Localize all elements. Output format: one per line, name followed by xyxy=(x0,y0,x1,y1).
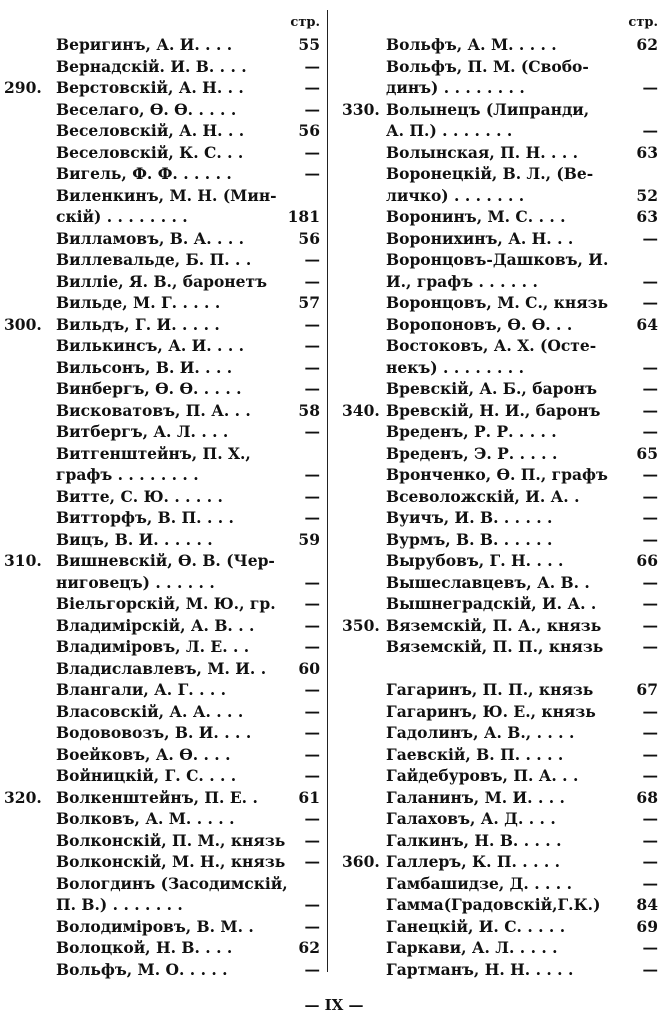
entry-name: Гартманъ, Н. Н. . . . . xyxy=(386,959,574,979)
entry-page: 57 xyxy=(298,293,320,312)
entry-page: — xyxy=(304,271,320,291)
entry-name: Володиміровъ, В. М. . xyxy=(56,916,254,936)
entry-page: — xyxy=(304,637,320,656)
index-entry xyxy=(0,292,326,314)
index-entry xyxy=(330,486,664,508)
entry-page: — xyxy=(304,56,320,76)
entry-page: — xyxy=(642,293,658,312)
index-entry xyxy=(0,787,326,809)
entry-name: ниговецъ) . . . . . . xyxy=(56,572,215,592)
index-entry xyxy=(330,636,664,658)
index-entry xyxy=(330,421,664,443)
entry-page: — xyxy=(304,723,320,742)
index-entry xyxy=(330,378,664,400)
entry-page: 62 xyxy=(298,938,320,957)
index-entry xyxy=(0,615,326,637)
entry-page: 61 xyxy=(298,787,320,807)
index-entry xyxy=(0,228,326,250)
entry-name: Винбергъ, Ѳ. Ѳ. . . . . xyxy=(56,379,242,398)
entry-name: Вяземскій, П. П., князь xyxy=(386,637,604,656)
entry-page: — xyxy=(642,615,658,635)
entry-page: — xyxy=(642,121,658,140)
entry-name: Вырубовъ, Г. Н. . . . xyxy=(386,551,564,570)
index-entry xyxy=(0,830,326,852)
entry-name: Волковъ, А. М. . . . . xyxy=(56,809,235,828)
entry-name: Гаевскій, В. П. . . . . xyxy=(386,744,564,764)
left-column xyxy=(0,12,326,980)
entry-page: — xyxy=(642,594,658,613)
entry-page: 63 xyxy=(636,142,658,162)
index-entry xyxy=(330,142,664,164)
index-entry xyxy=(330,615,664,637)
entry-page: — xyxy=(304,852,320,871)
entry-page: — xyxy=(642,744,658,764)
entry-page: 84 xyxy=(636,895,658,914)
entry-name: Галаховъ, А. Д. . . . xyxy=(386,809,556,828)
entry-number: 340. xyxy=(342,400,380,420)
index-entry xyxy=(0,851,326,873)
index-entry xyxy=(330,185,664,207)
entry-name: Владимірскій, А. В. . . xyxy=(56,615,255,635)
index-entry xyxy=(330,679,664,701)
entry-name: Волынецъ (Липранди, xyxy=(386,99,590,119)
entry-name: Галанинъ, М. И. . . . xyxy=(386,787,565,807)
entry-name: Вильде, М. Г. . . . . xyxy=(56,293,221,312)
entry-name: Волконскій, П. М., князь xyxy=(56,830,286,850)
index-entry xyxy=(330,765,664,787)
index-entry xyxy=(0,421,326,443)
entry-name: Висковатовъ, П. А. . . xyxy=(56,400,251,420)
entry-page: — xyxy=(642,637,658,656)
entry-page: — xyxy=(642,830,658,850)
entry-name: Вольфъ, П. М. (Свобо- xyxy=(386,56,589,76)
entry-name: Гамбашидзе, Д. . . . . xyxy=(386,873,572,893)
entry-name: Гагаринъ, П. П., князь xyxy=(386,680,594,699)
index-entry xyxy=(330,916,664,938)
entry-name: Влангали, А. Г. . . . xyxy=(56,680,227,699)
entry-page: — xyxy=(304,701,320,721)
index-entry xyxy=(0,572,326,594)
index-entry xyxy=(0,99,326,121)
index-entry xyxy=(330,507,664,529)
entry-name: Виллie, Я. В., баронетъ xyxy=(56,271,268,291)
entry-page: 56 xyxy=(298,121,320,140)
entry-name: Волкенштейнъ, П. Е. . xyxy=(56,787,258,807)
index-entry xyxy=(0,593,326,615)
entry-number: 360. xyxy=(342,852,380,871)
index-entry xyxy=(330,593,664,615)
entry-page: — xyxy=(642,465,658,484)
index-entry xyxy=(330,56,664,78)
entry-page: — xyxy=(642,357,658,377)
index-entry xyxy=(330,314,664,336)
entry-name: Вронченко, Ѳ. П., графъ xyxy=(386,465,608,484)
entry-page: — xyxy=(304,465,320,484)
entry-page: — xyxy=(642,508,658,527)
index-entry xyxy=(330,206,664,228)
index-entry xyxy=(0,808,326,830)
entry-name: И., графъ . . . . . . xyxy=(386,271,538,291)
entry-page: — xyxy=(642,228,658,248)
entry-page: — xyxy=(304,680,320,699)
entry-page: 67 xyxy=(636,680,658,699)
entry-name: Вуичъ, И. В. . . . . . xyxy=(386,508,553,527)
entry-name: Владиславлевъ, М. И. . xyxy=(56,658,267,678)
entry-name: Волконскій, М. Н., князь xyxy=(56,852,286,871)
entry-name: Вреденъ, Э. Р. . . . . xyxy=(386,443,558,463)
entry-name: Гадолинъ, А. В., . . . . xyxy=(386,723,575,742)
index-entry xyxy=(0,916,326,938)
entry-name: Водововозъ, В. И. . . . xyxy=(56,723,252,742)
entry-page: — xyxy=(304,615,320,635)
index-entry xyxy=(330,722,664,744)
entry-page: — xyxy=(304,895,320,914)
entry-page: — xyxy=(642,852,658,871)
entry-name: Владиміровъ, Л. Е. . . xyxy=(56,637,250,656)
entry-name: Гаркави, А. Л. . . . . xyxy=(386,938,558,957)
index-entry xyxy=(0,658,326,680)
entry-name: Вреденъ, Р. Р. . . . . xyxy=(386,422,557,441)
entry-name: Вревскій, Н. И., баронъ xyxy=(386,400,601,420)
entry-page: — xyxy=(304,766,320,785)
index-entry xyxy=(0,486,326,508)
entry-name: Волынская, П. Н. . . . xyxy=(386,142,579,162)
index-entry xyxy=(330,744,664,766)
entry-page: — xyxy=(304,916,320,936)
entry-page: — xyxy=(304,250,320,269)
entry-name: Вишневскій, Ѳ. В. (Чер- xyxy=(56,551,275,570)
entry-name: Вологдинъ (Засодимскій, xyxy=(56,873,288,893)
entry-page: — xyxy=(642,959,658,979)
entry-page: — xyxy=(304,99,320,119)
entry-page: 64 xyxy=(636,314,658,334)
entry-name: П. В.) . . . . . . . xyxy=(56,895,183,914)
entry-name: Верстовскій, А. Н. . . xyxy=(56,78,244,97)
right-entry-list xyxy=(330,34,664,980)
entry-page: — xyxy=(642,271,658,291)
index-entry xyxy=(0,34,326,56)
index-entry xyxy=(330,787,664,809)
entry-page: 60 xyxy=(298,658,320,678)
index-entry xyxy=(0,679,326,701)
page-column-header: стр. xyxy=(290,15,320,30)
index-entry xyxy=(330,572,664,594)
entry-page: — xyxy=(304,379,320,398)
page-column-header: стр. xyxy=(628,15,658,30)
entry-page: — xyxy=(304,744,320,764)
entry-name: Врeвскій, А. Б., баронъ xyxy=(386,379,598,398)
entry-page: — xyxy=(304,357,320,377)
entry-name: А. П.) . . . . . . . xyxy=(386,121,513,140)
index-entry xyxy=(330,400,664,422)
entry-name: скій) . . . . . . . . xyxy=(56,207,188,226)
entry-number: 310. xyxy=(4,551,42,570)
index-entry xyxy=(330,292,664,314)
entry-name: графъ . . . . . . . . xyxy=(56,465,199,484)
entry-name: Витбергъ, А. Л. . . . xyxy=(56,422,229,441)
entry-page: — xyxy=(642,701,658,721)
entry-name: Власовскій, А. А. . . . xyxy=(56,701,244,721)
entry-name: личко) . . . . . . . xyxy=(386,185,525,205)
index-entry xyxy=(330,357,664,379)
entry-name: Веригинъ, А. И. . . . xyxy=(56,35,233,54)
entry-page: — xyxy=(642,572,658,592)
entry-name: Вольфъ, А. М. . . . . xyxy=(386,35,557,54)
entry-name: Воронихинъ, А. Н. . . xyxy=(386,228,574,248)
index-entry xyxy=(0,765,326,787)
index-entry xyxy=(330,271,664,293)
left-entry-list xyxy=(0,34,326,980)
index-entry xyxy=(0,249,326,271)
entry-page: — xyxy=(304,508,320,527)
entry-page: 68 xyxy=(636,787,658,807)
entry-name: Гагаринъ, Ю. Е., князь xyxy=(386,701,596,721)
index-entry xyxy=(0,56,326,78)
entry-number: 290. xyxy=(4,78,42,97)
entry-number: 320. xyxy=(4,787,42,807)
index-entry xyxy=(0,937,326,959)
index-entry xyxy=(0,120,326,142)
index-entry xyxy=(0,271,326,293)
entry-page: — xyxy=(304,594,320,613)
entry-name: Вольфъ, М. О. . . . . xyxy=(56,959,228,979)
index-entry xyxy=(0,443,326,465)
index-entry xyxy=(0,77,326,99)
index-entry xyxy=(0,400,326,422)
entry-name: Вицъ, В. И. . . . . . xyxy=(56,529,213,549)
entry-name: Воронцовъ, М. С., князь xyxy=(386,293,609,312)
entry-page: — xyxy=(642,379,658,398)
index-entry xyxy=(330,937,664,959)
entry-name: Воропоновъ, Ѳ. Ѳ. . . xyxy=(386,314,573,334)
entry-name: некъ) . . . . . . . . xyxy=(386,357,524,377)
entry-name: Воронцовъ-Дашковъ, И. xyxy=(386,250,609,269)
index-entry xyxy=(0,378,326,400)
index-entry xyxy=(330,701,664,723)
entry-page: — xyxy=(304,572,320,592)
entry-page: — xyxy=(642,873,658,893)
index-entry xyxy=(0,507,326,529)
entry-page: — xyxy=(642,400,658,420)
page-number-footer: — IX — xyxy=(304,996,364,1014)
entry-name: Востоковъ, А. Х. (Осте- xyxy=(386,336,597,355)
entry-name: Гамма(Градовскій,Г.К.) xyxy=(386,895,601,914)
entry-page: — xyxy=(304,809,320,828)
entry-name: Воейковъ, А. Ѳ. . . . xyxy=(56,744,231,764)
entry-page: — xyxy=(642,529,658,549)
entry-name: Вильдъ, Г. И. . . . . xyxy=(56,314,220,334)
entry-page: — xyxy=(642,422,658,441)
entry-page: — xyxy=(642,723,658,742)
entry-page: 62 xyxy=(636,35,658,54)
entry-name: Ганецкій, И. С. . . . . xyxy=(386,916,566,936)
index-entry xyxy=(0,335,326,357)
index-entry xyxy=(0,185,326,207)
entry-page: — xyxy=(304,164,320,183)
entry-page: — xyxy=(304,314,320,334)
index-entry xyxy=(330,443,664,465)
entry-name: Веселовскій, А. Н. . . xyxy=(56,121,245,140)
entry-name: Воронинъ, М. С. . . . xyxy=(386,207,566,226)
entry-page: 66 xyxy=(636,551,658,570)
entry-name: Вяземскій, П. А., князь xyxy=(386,615,602,635)
entry-page: — xyxy=(304,78,320,97)
entry-name: Виллевальде, Б. П. . . xyxy=(56,250,252,269)
index-entry xyxy=(0,142,326,164)
entry-number: 330. xyxy=(342,99,380,119)
entry-name: Вилламовъ, В. А. . . . xyxy=(56,228,245,248)
entry-name: Вурмъ, В. В. . . . . . xyxy=(386,529,553,549)
entry-name: Гайдебуровъ, П. А. . . xyxy=(386,766,579,785)
entry-name: Вигель, Ф. Ф. . . . . . xyxy=(56,164,232,183)
entry-name: Галлеръ, К. П. . . . . xyxy=(386,852,561,871)
index-entry xyxy=(0,206,326,228)
index-entry xyxy=(0,722,326,744)
entry-page: — xyxy=(304,336,320,355)
entry-name: Вернадскій. И. В. . . . xyxy=(56,56,247,76)
entry-page: 69 xyxy=(636,916,658,936)
entry-page: — xyxy=(304,422,320,441)
entry-name: Виленкинъ, М. Н. (Мин- xyxy=(56,185,277,205)
entry-name: Вильсонъ, В. И. . . . xyxy=(56,357,233,377)
entry-name: Вышеславцевъ, А. В. . xyxy=(386,572,590,592)
index-entry xyxy=(330,550,664,572)
entry-name: Вилькинсъ, А. И. . . . xyxy=(56,336,245,355)
entry-page: — xyxy=(642,938,658,957)
entry-page: — xyxy=(642,486,658,506)
index-entry xyxy=(330,873,664,895)
index-entry xyxy=(330,77,664,99)
entry-name: Всеволожскій, И. А. . xyxy=(386,486,580,506)
entry-page: — xyxy=(304,486,320,506)
index-entry xyxy=(330,808,664,830)
entry-page: — xyxy=(642,766,658,785)
entry-page: 58 xyxy=(298,400,320,420)
index-entry xyxy=(330,34,664,56)
index-entry xyxy=(330,529,664,551)
index-entry xyxy=(0,529,326,551)
index-entry xyxy=(330,658,664,680)
index-entry xyxy=(0,701,326,723)
entry-number: 300. xyxy=(4,314,42,334)
index-entry xyxy=(330,335,664,357)
entry-name: Витте, С. Ю. . . . . . xyxy=(56,486,223,506)
entry-name: Войницкій, Г. С. . . . xyxy=(56,766,237,785)
column-divider xyxy=(327,10,328,972)
entry-page: 59 xyxy=(298,529,320,549)
index-entry xyxy=(330,894,664,916)
index-entry xyxy=(330,851,664,873)
entry-name: Воронецкій, В. Л., (Be- xyxy=(386,164,594,183)
index-entry xyxy=(0,744,326,766)
entry-page: 63 xyxy=(636,207,658,226)
entry-page: — xyxy=(304,830,320,850)
index-entry xyxy=(0,464,326,486)
index-entry xyxy=(330,228,664,250)
index-entry xyxy=(0,873,326,895)
entry-number: 350. xyxy=(342,615,380,635)
entry-page: 56 xyxy=(298,228,320,248)
entry-name: Віельгорскій, М. Ю., гр. xyxy=(56,594,276,613)
index-entry xyxy=(330,163,664,185)
index-entry xyxy=(0,550,326,572)
entry-page: 65 xyxy=(636,443,658,463)
entry-name: Витторфъ, В. П. . . . xyxy=(56,508,234,527)
index-entry xyxy=(330,99,664,121)
entry-page: 55 xyxy=(298,35,320,54)
entry-page: — xyxy=(304,959,320,979)
index-entry xyxy=(330,249,664,271)
index-entry xyxy=(330,120,664,142)
entry-page: — xyxy=(304,142,320,162)
index-entry xyxy=(0,959,326,981)
index-entry xyxy=(330,830,664,852)
index-entry xyxy=(330,959,664,981)
entry-name: Витгенштейнъ, П. Х., xyxy=(56,443,251,463)
index-entry xyxy=(0,636,326,658)
index-entry xyxy=(0,357,326,379)
entry-name: динъ) . . . . . . . . xyxy=(386,78,525,97)
entry-name: Веселовскій, К. С. . . xyxy=(56,142,244,162)
index-entry xyxy=(0,314,326,336)
entry-name: Вышнеградскій, И. А. . xyxy=(386,594,597,613)
entry-name: Волоцкой, Н. В. . . . xyxy=(56,938,233,957)
index-entry xyxy=(330,464,664,486)
index-entry xyxy=(0,163,326,185)
right-column xyxy=(330,12,664,980)
entry-page: — xyxy=(642,809,658,828)
entry-page: 52 xyxy=(636,185,658,205)
index-entry xyxy=(0,894,326,916)
entry-name: Галкинъ, Н. В. . . . . xyxy=(386,830,562,850)
entry-page: — xyxy=(642,78,658,97)
entry-name: Веселаго, Ѳ. Ѳ. . . . . xyxy=(56,99,237,119)
entry-page: 181 xyxy=(287,207,320,226)
